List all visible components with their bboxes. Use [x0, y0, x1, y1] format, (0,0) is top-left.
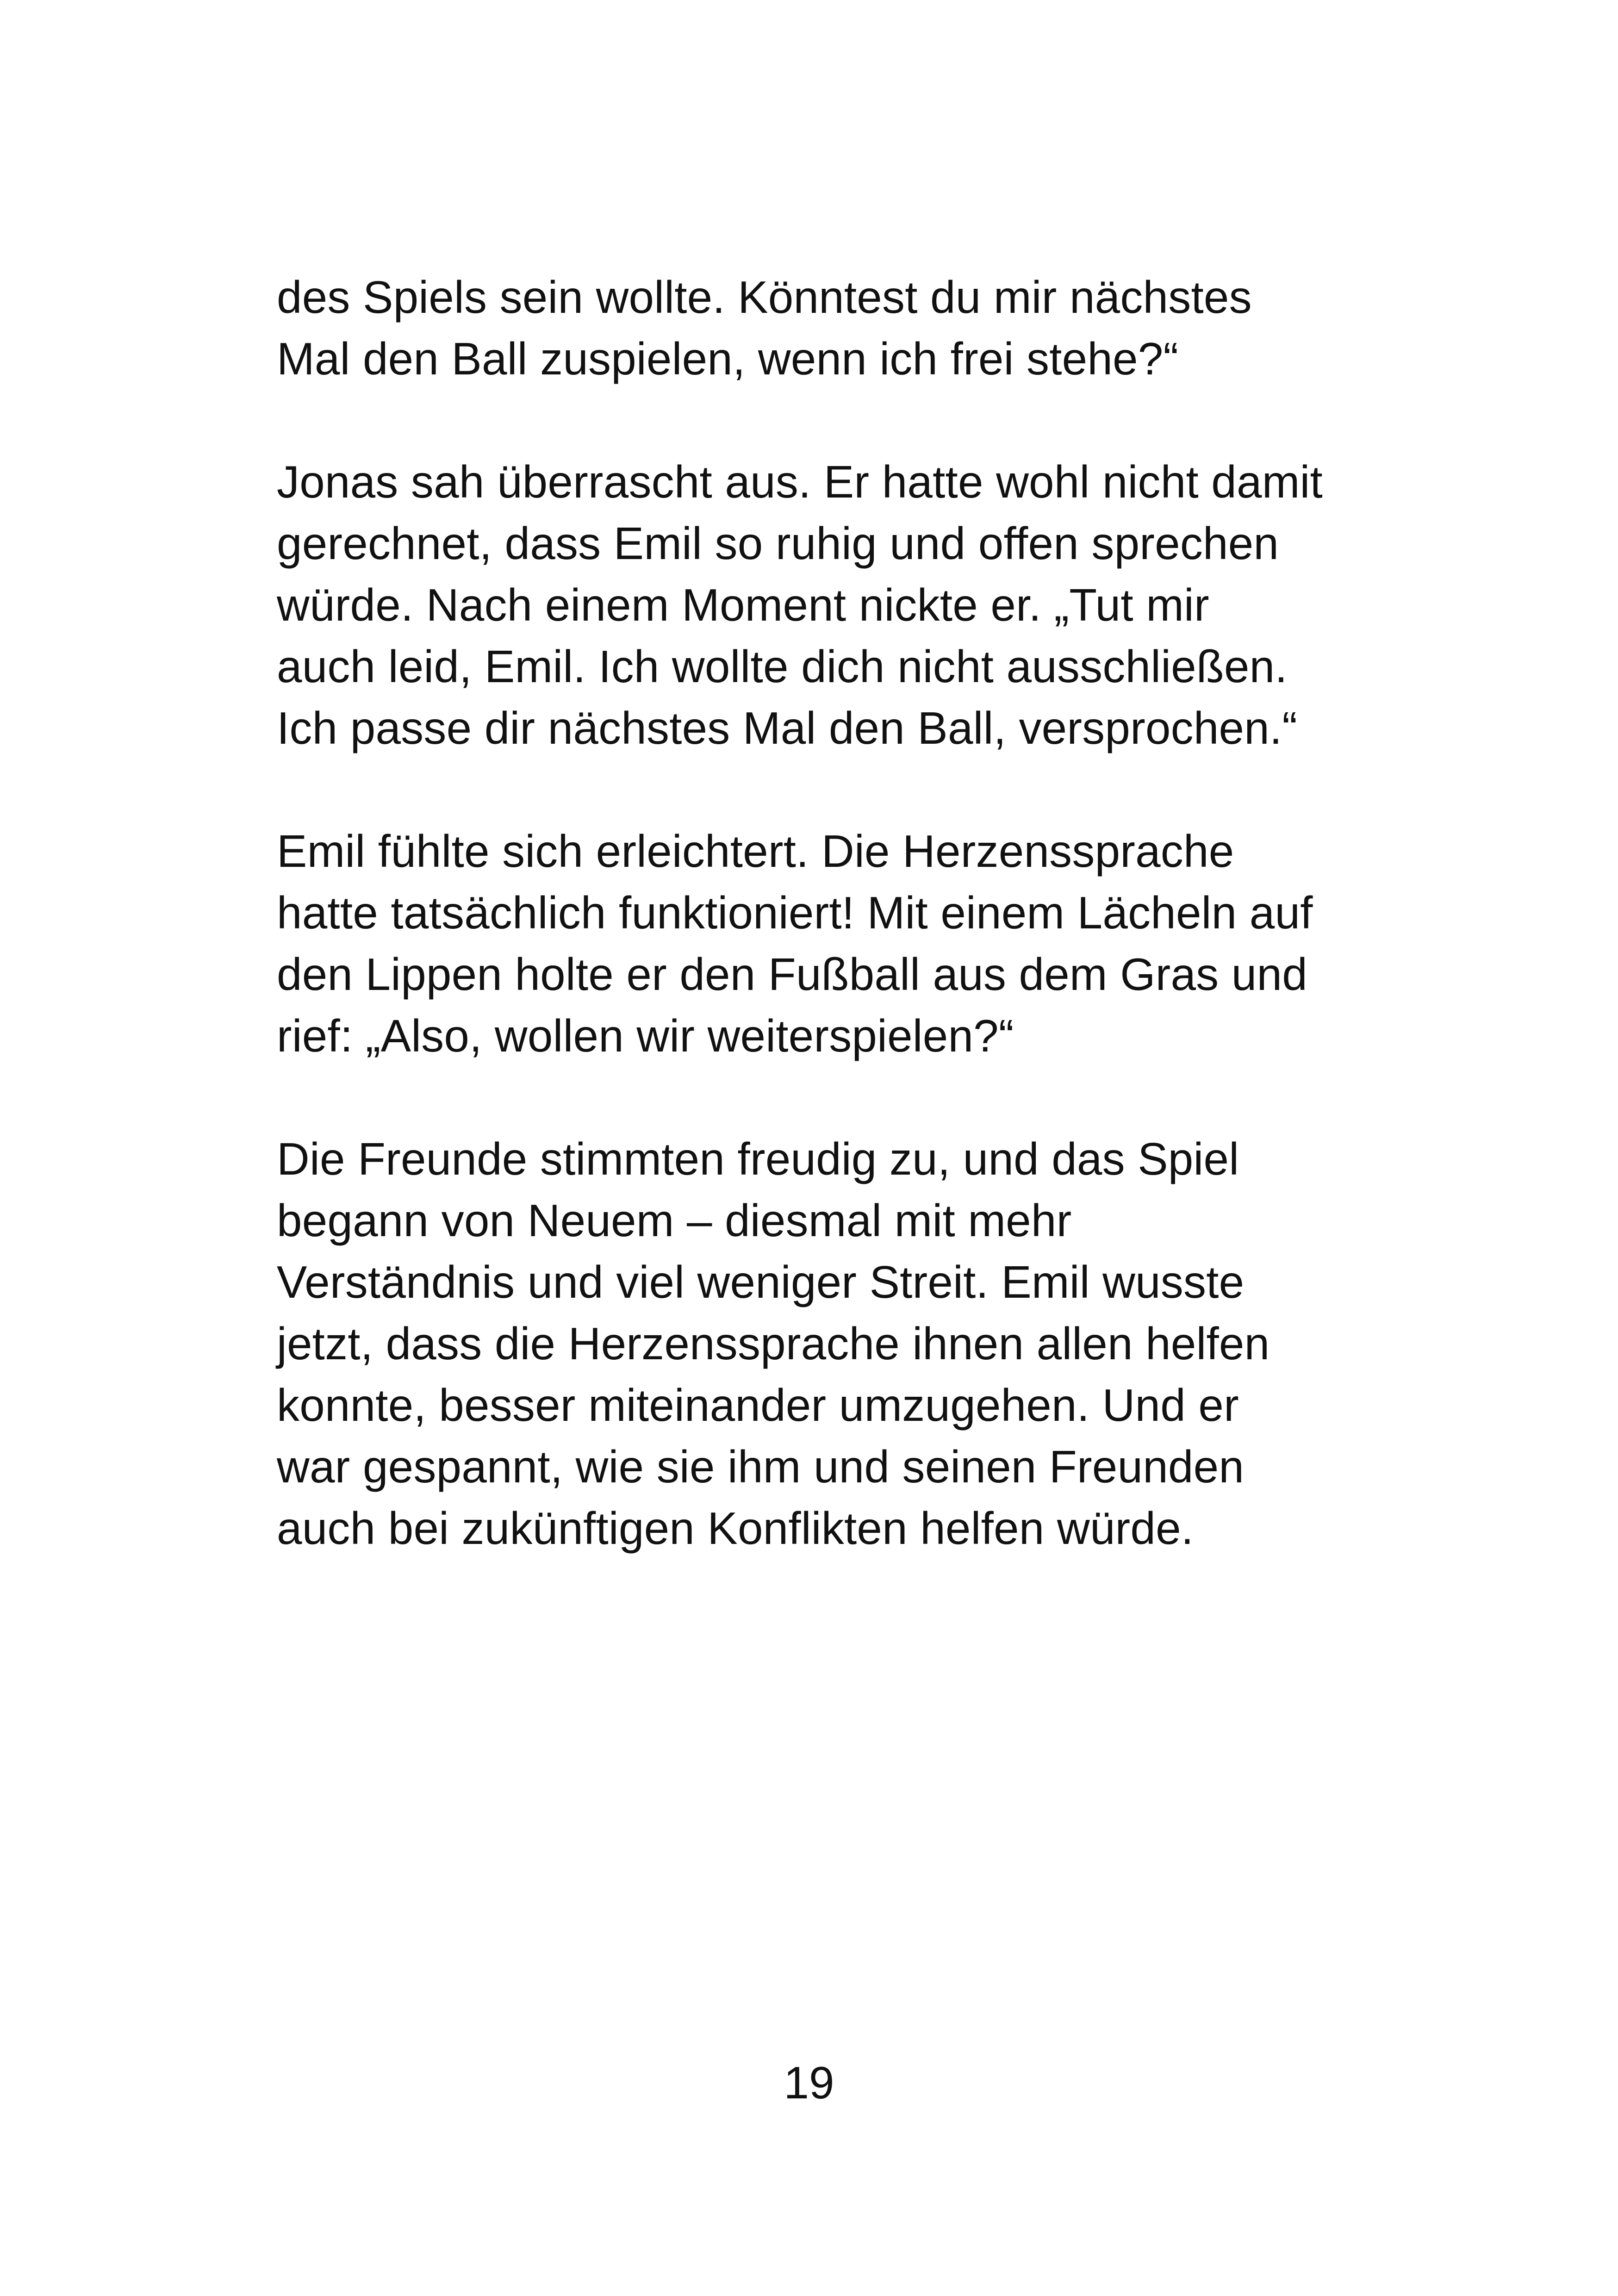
paragraph: [277, 451, 1388, 759]
text-line: des Spiels sein wollte. Könntest du mir nächstes: [277, 272, 1252, 323]
text-line: war gespannt, wie sie ihm und seinen Freunden: [277, 1441, 1245, 1492]
text-line: würde. Nach einem Moment nickte er. „Tut mir: [277, 579, 1209, 630]
text-line: rief: „Also, wollen wir weiterspielen?“: [277, 1010, 1014, 1061]
paragraph-gap: [277, 759, 1388, 821]
text-line: Emil fühlte sich erleichtert. Die Herzenssprache: [277, 826, 1234, 877]
paragraph-gap: [277, 1067, 1388, 1128]
body-text: [277, 267, 1388, 1559]
text-line: hatte tatsächlich funktioniert! Mit einem Lächeln auf: [277, 887, 1313, 938]
text-line: konnte, besser miteinander umzugehen. Und er: [277, 1380, 1239, 1431]
paragraph: [277, 267, 1388, 390]
text-line: gerechnet, dass Emil so ruhig und offen sprechen: [277, 518, 1279, 569]
text-line: Ich passe dir nächstes Mal den Ball, versprochen.“: [277, 703, 1298, 753]
text-line: jetzt, dass die Herzenssprache ihnen allen helfen: [277, 1318, 1270, 1369]
page-number: 19: [784, 2057, 834, 2108]
text-line: Jonas sah überrascht aus. Er hatte wohl nicht damit: [277, 456, 1323, 507]
text-line: auch bei zukünftigen Konflikten helfen würde.: [277, 1503, 1194, 1554]
text-line: auch leid, Emil. Ich wollte dich nicht ausschließen.: [277, 641, 1288, 692]
text-line: Mal den Ball zuspielen, wenn ich frei stehe?“: [277, 333, 1179, 384]
paragraph-gap: [277, 390, 1388, 451]
text-line: Die Freunde stimmten freudig zu, und das Spiel: [277, 1133, 1239, 1184]
paragraph: [277, 1128, 1388, 1559]
text-line: begann von Neuem – diesmal mit mehr: [277, 1195, 1072, 1246]
text-line: den Lippen holte er den Fußball aus dem Gras und: [277, 949, 1307, 1000]
text-line: Verständnis und viel weniger Streit. Emil wusste: [277, 1257, 1245, 1307]
paragraph: [277, 821, 1388, 1067]
